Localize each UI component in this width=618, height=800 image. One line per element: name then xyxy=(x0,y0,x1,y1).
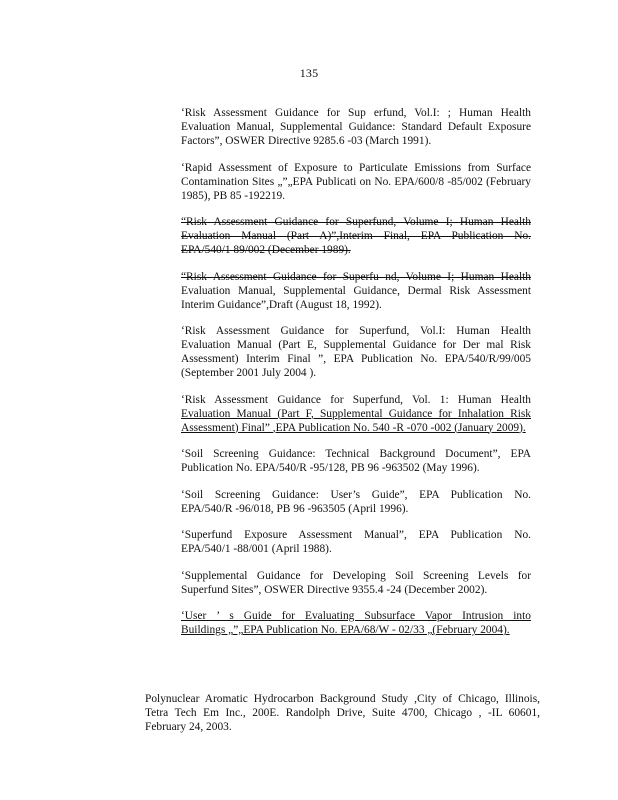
reference-line: Evaluation Manual (Part E, Supplemental Guidance for Der mal Risk xyxy=(181,339,531,351)
reference-line: EPA/540/R -96/018, PB 96 -963505 (April 1996). xyxy=(181,502,409,515)
reference-line: Publication No. EPA/540/R -95/128, PB 96 -963502 (May 1996). xyxy=(181,462,480,474)
reference-line: ‘Risk Assessment Guidance for Sup erfund, Vol.I: ; Human Health xyxy=(181,107,531,119)
reference-entry xyxy=(181,488,531,516)
reference-line: EPA/540/1 -88/001 (April 1988). xyxy=(181,543,332,555)
reference-line: ‘Soil Screening Guidance: User’s Guide”, EPA Publication No. xyxy=(181,488,531,501)
reference-line: Assessment) Interim Final ”, EPA Publication No. EPA/540/R/99/005 xyxy=(181,353,531,365)
reference-line: ‘User ’ s Guide for Evaluating Subsurface Vapor Intrusion into xyxy=(181,610,531,622)
reference-line: “Risk Assessment Guidance for Superfu nd, Volume I; Human Health xyxy=(181,270,531,283)
reference-line: ‘Supplemental Guidance for Developing Soil Screening Levels for xyxy=(181,569,531,582)
reference-line: Factors”, OSWER Directive 9285.6 -03 (March 1991). xyxy=(181,135,432,147)
reference-line: Contamination Sites „”„EPA Publicati on No. EPA/600/8 -85/002 (February xyxy=(181,175,531,188)
reference-line: Polynuclear Aromatic Hydrocarbon Background Study ,City of Chicago, Illinois, xyxy=(145,693,540,705)
reference-line: EPA/540/1 89/002 (December 1989). xyxy=(181,244,351,256)
reference-line: Tetra Tech Em Inc., 200E. Randolph Drive, Suite 4700, Chicago , -IL 60601, xyxy=(145,707,540,719)
reference-line: Evaluation Manual, Supplemental Guidance: Standard Default Exposure xyxy=(181,121,531,133)
reference-entry xyxy=(181,106,531,148)
reference-line: ‘Superfund Exposure Assessment Manual”, EPA Publication No. xyxy=(181,529,531,541)
reference-line: “Risk Assessment Guidance for Superfund, Volume I; Human Health xyxy=(181,216,531,228)
reference-entry xyxy=(181,528,531,556)
reference-line: Evaluation Manual (Part F, Supplemental Guidance for Inhalation Risk xyxy=(181,407,531,420)
reference-entry xyxy=(181,447,531,475)
reference-entry xyxy=(181,609,531,637)
reference-line: Evaluation Manual (Part A)”,Interim Final, EPA Publication No. xyxy=(181,230,531,242)
reference-entry xyxy=(181,161,531,203)
reference-entry xyxy=(181,270,531,312)
reference-line: Buildings „”„EPA Publication No. EPA/68/W - 02/33 „(February 2004). xyxy=(181,624,510,636)
reference-line: February 24, 2003. xyxy=(145,721,232,733)
reference-entry xyxy=(181,215,531,257)
reference-line: (September 2001 July 2004 ). xyxy=(181,367,317,379)
reference-line: Assessment) Final” ,EPA Publication No. 540 -R -070 -002 (January 2009). xyxy=(181,421,526,434)
reference-entry xyxy=(181,324,531,380)
reference-entry-outdented xyxy=(145,692,540,734)
reference-line: ‘Rapid Assessment of Exposure to Particulate Emissions from Surface xyxy=(181,161,531,174)
reference-entry xyxy=(181,393,531,435)
reference-line: 1985), PB 85 -192219. xyxy=(181,189,286,202)
reference-entry xyxy=(181,569,531,597)
reference-line: Evaluation Manual, Supplemental Guidance, Dermal Risk Assessment xyxy=(181,284,531,297)
page-number: 135 xyxy=(299,66,319,80)
reference-line: ‘Soil Screening Guidance: Technical Background Document”, EPA xyxy=(181,448,531,460)
reference-line: Superfund Sites”, OSWER Directive 9355.4 -24 (December 2002). xyxy=(181,583,488,596)
reference-line: Interim Guidance”,Draft (August 18, 1992). xyxy=(181,298,382,311)
reference-line: ‘Risk Assessment Guidance for Superfund, Vol. 1: Human Health xyxy=(181,393,531,406)
reference-line: ‘Risk Assessment Guidance for Superfund, Vol.I: Human Health xyxy=(181,325,531,337)
reference-list xyxy=(181,106,531,650)
